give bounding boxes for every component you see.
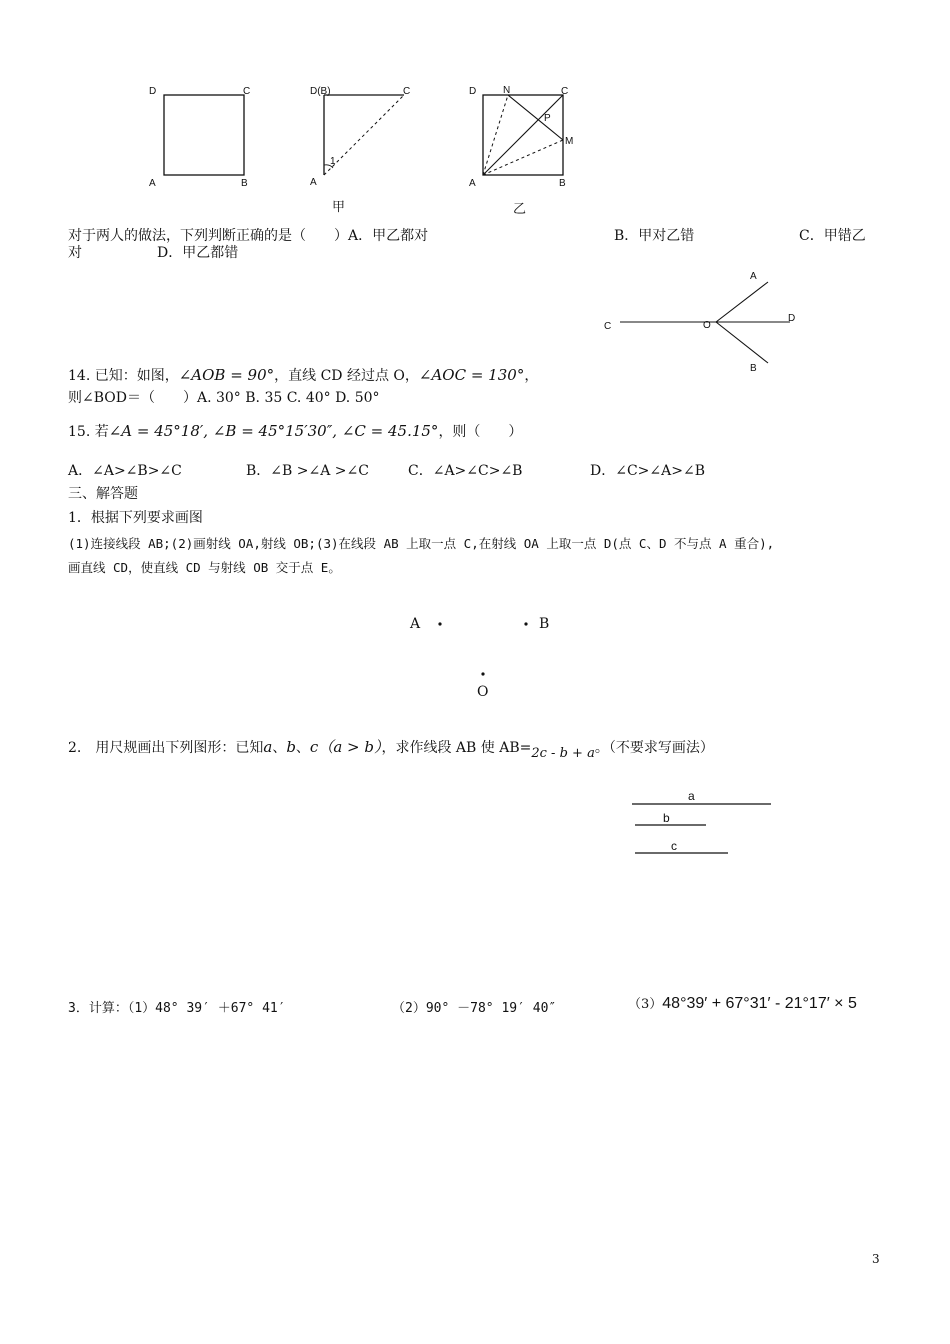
- problem3-part3-expression: 48°39′ + 67°31′ - 21°17′ × 5: [662, 995, 857, 1012]
- problem2-suffix: 。（不要求写画法）: [594, 740, 714, 756]
- page-number: 3: [872, 1252, 880, 1266]
- label-A: A: [310, 177, 317, 188]
- caption-jia: 甲: [332, 200, 346, 215]
- segment-a-label: a: [688, 789, 695, 803]
- q14-text-2: ，直线 CD 经过点 O，: [274, 368, 419, 384]
- q13-option-c: C．甲错乙: [799, 228, 866, 244]
- label-C: C: [561, 86, 569, 97]
- q14-text-1: 14. 已知：如图，: [68, 368, 179, 384]
- q14-math-aoc: ∠AOC = 130°: [418, 366, 525, 384]
- q13-option-b: B．甲对乙错: [614, 228, 695, 244]
- label-O: O: [703, 320, 711, 331]
- square-figure: [149, 86, 250, 189]
- q15-option-a: A．∠A>∠B>∠C: [68, 463, 182, 479]
- label-N: N: [503, 85, 511, 96]
- q14-options: 则∠BOD＝（ ）A. 30° B. 35 C. 40° D. 50°: [68, 390, 380, 406]
- label-A: A: [469, 178, 476, 189]
- sep-1: 、: [272, 740, 287, 756]
- fold-line: [324, 95, 404, 175]
- problem1-line2: 画直线 CD，使直线 CD 与射线 OB 交于点 E。: [68, 560, 341, 575]
- point-b-dot: [524, 622, 527, 625]
- var-a: a: [263, 738, 273, 756]
- label-D: D: [149, 86, 157, 97]
- label-C: C: [604, 321, 612, 332]
- problem2-mid: ，求作线段 AB 使 AB=: [381, 740, 532, 756]
- label-B: B: [559, 178, 566, 189]
- segments-figure: [632, 789, 771, 853]
- ray-oa: [716, 282, 768, 322]
- point-o-dot: [481, 672, 484, 675]
- segment-b-label: b: [663, 811, 670, 825]
- q14-text-3: ，: [524, 368, 539, 384]
- label-M: M: [565, 136, 574, 147]
- q15-math: ∠A = 45°18′, ∠B = 45°15′30″, ∠C = 45.15°: [108, 422, 439, 440]
- label-D: D: [469, 86, 477, 97]
- jia-figure: [310, 86, 410, 188]
- q14-math-aob: ∠AOB = 90°: [178, 366, 275, 384]
- problem3-part2: （2）90° －78° 19′ 40″: [392, 1001, 557, 1016]
- q15-option-d: D．∠C>∠A>∠B: [590, 463, 705, 479]
- ray-ob: [716, 322, 768, 363]
- square-outline: [164, 95, 244, 175]
- q15-question: [68, 422, 522, 441]
- q15-option-b: B．∠B >∠A >∠C: [246, 463, 369, 479]
- q13-line1: 对于两人的做法，下列判断正确的是（ ）A．甲乙都对: [68, 228, 429, 244]
- point-a-label: A: [410, 616, 421, 632]
- problem1-title: 1．根据下列要求画图: [68, 510, 203, 526]
- label-A: A: [149, 178, 156, 189]
- label-P: P: [544, 113, 551, 124]
- problem3-part3: [628, 995, 857, 1014]
- q13-option-d: D．甲乙都错: [157, 245, 239, 261]
- problem3-part3-prefix: （3）: [628, 997, 663, 1012]
- label-angle-1: 1: [330, 156, 336, 167]
- problem2-prefix: 2. 用尺规画出下列图形：已知: [68, 740, 264, 756]
- label-C: C: [403, 86, 411, 97]
- q13-line2: 对: [68, 245, 82, 261]
- label-DB: D(B): [310, 86, 331, 97]
- label-D: D: [788, 313, 796, 324]
- var-b: b: [286, 738, 296, 756]
- problem1-line1: (1)连接线段 AB;(2)画射线 OA,射线 OB;(3)在线段 AB 上取一点 C,在射线 OA 上取一点 D(点 C、D 不与点 A 重合),: [68, 536, 775, 551]
- label-A: A: [750, 271, 757, 282]
- problem3-part1: 3．计算：（1）48° 39′ ＋67° 41′: [68, 1001, 286, 1016]
- q15-option-c: C．∠A>∠C>∠B: [408, 463, 523, 479]
- line-nm: [508, 95, 563, 140]
- point-b-label: B: [539, 616, 550, 632]
- sep-2: 、: [295, 740, 310, 756]
- section-heading: 三、解答题: [68, 486, 138, 502]
- var-c: c: [309, 738, 319, 756]
- label-C: C: [243, 86, 251, 97]
- problem2: [68, 738, 714, 761]
- q15-prefix: 15. 若: [68, 424, 109, 440]
- q14-question: [68, 366, 538, 385]
- point-a-dot: [438, 622, 441, 625]
- caption-yi: 乙: [513, 202, 527, 217]
- yi-figure: [469, 85, 573, 189]
- segment-c-label: c: [671, 839, 677, 853]
- condition: （a > b）: [318, 738, 382, 756]
- label-B: B: [750, 363, 757, 374]
- q14-figure: [604, 271, 795, 374]
- line-am: [483, 140, 563, 175]
- point-o-label: O: [477, 684, 489, 700]
- problem2-expression: 2c - b + a: [531, 746, 595, 761]
- q15-suffix: ，则（ ）: [438, 424, 523, 440]
- label-B: B: [241, 178, 248, 189]
